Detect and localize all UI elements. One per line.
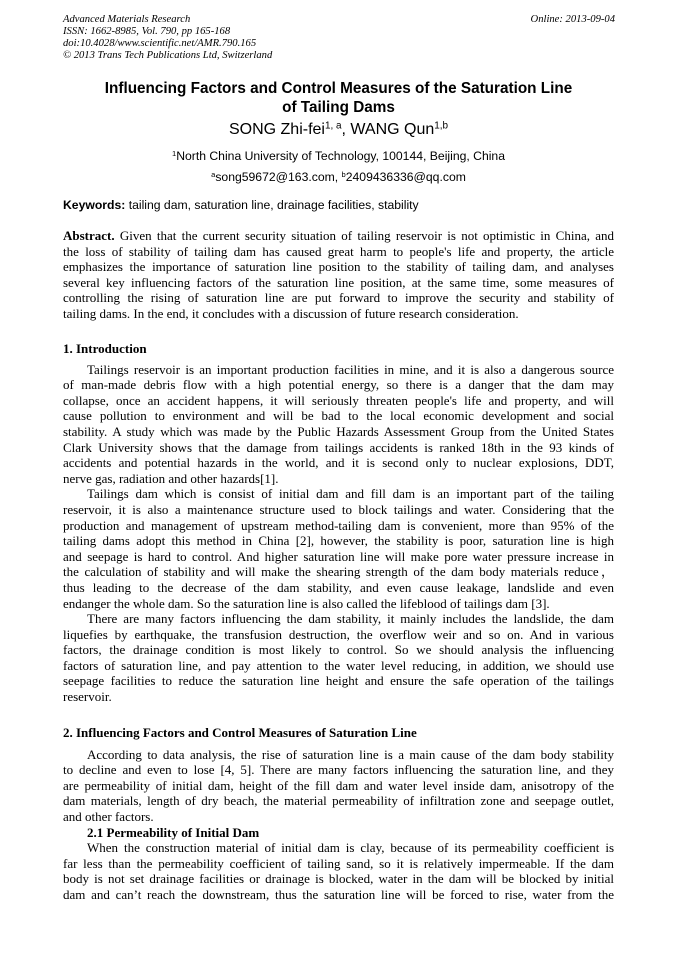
section-influencing-factors [63,725,614,903]
text-line: reservoir, it is also a maintenance structure used to block tailings and water. Considering that the [63,501,614,517]
email-b[interactable]: 2409436336@qq.com [345,170,466,184]
emails [63,170,614,184]
abstract-line: emphasizes the importance of saturation line position to the stability of tailing dam, and analyses [63,259,614,275]
paragraph [63,362,614,487]
abstract-line [63,228,614,244]
text-line: dam materials, length of dry beach, the material permeability of infiltration zone and seepage outlet, [63,793,614,809]
title-line-1: Influencing Factors and Control Measures of the Saturation Line [104,80,573,97]
section-introduction [63,341,614,705]
email-a-sup: a [211,169,216,179]
author-1: SONG Zhi-fei [228,121,325,138]
journal-header [63,14,272,62]
issn: ISSN: 1662-8985, Vol. 790, pp 165-168 [63,26,231,37]
text-line: body is not set drainage facilities or drainage is blocked, water in the dam will be blocked by initial [63,871,614,887]
copyright: © 2013 Trans Tech Publications Ltd, Switzerland [63,50,273,61]
text-line: production and management of upstream method-tailing dam is convenient, more than 95% of the [63,517,614,533]
text-line: liquefies by earthquake, the transfusion destruction, the overflow weir and so on. And in various [63,626,614,642]
text-line: nerve gas, radiation and other hazards[1]. [63,470,279,486]
text-line: accidents and potential hazards in the world, and it is second only to nuclear explosions, DDT, [63,455,614,471]
text-line: thus leading to the decrease of the dam stability, and even cause leakage, landslide and even [63,579,614,595]
text-line: Tailings reservoir is an important production facilities in mine, and it is also a dangerous source [87,361,614,377]
author-2: WANG Qun [350,121,435,138]
text-line: tailing dams adopt this method in China [2], however, the stability is poor, saturation line is high [63,533,614,549]
text-line: far less than the permeability coefficient of tailing sand, so it is relatively impermeable. If the dam [63,855,614,871]
email-a[interactable]: song59672@163.com [215,170,335,184]
paragraph [63,611,614,705]
abstract-line: controlling the rising of saturation line are put forward to improve the security and stability of [63,290,614,306]
online-date: Online: 2013-09-04 [530,14,615,25]
authors [63,121,614,139]
author-1-sup: 1, a [324,120,342,132]
abstract-text: Given that the current security situation of tailing reservoir is not optimistic in China, and [114,228,614,243]
text-line: endanger the whole dam. So the saturation line is also called the lifeblood of tailings dam [3]. [63,595,550,611]
keywords-text: tailing dam, saturation line, drainage facilities, stability [125,198,419,212]
email-b-sup: b [341,169,346,179]
doi: doi:10.4028/www.scientific.net/AMR.790.165 [63,38,257,49]
section-1-heading: 1. Introduction [63,341,147,356]
paragraph [63,840,614,902]
text-line: Tailings dam which is consist of initial dam and fill dam is an important part of the tailing [87,486,614,502]
abstract-line: several key influencing factors of the saturation line position, at the same time, some measures of [63,274,614,290]
text-line: are permeability of initial dam, height of the fill dam and water level inside dam, anisotropy of the [63,777,614,793]
text-line: to decline and even to lose [4, 5]. There are many factors influencing the saturation line, and they [63,762,614,778]
text-line: dam and can’t reach the downstream, thus the saturation line will be forced to rise, water from the [63,886,614,902]
text-line: Clark University shows that the damage from tailings accidents is ranked 18th in the 93 kinds of [63,439,614,455]
text-line: and seepage is hard to control. And higher saturation line will make pore water pressure increase in [63,548,614,564]
abstract-line: the loss of stability of tailing dam has caused great harm to people's life and property, the article [63,243,614,259]
paragraph [63,486,614,611]
subsection-2-1-heading: 2.1 Permeability of Initial Dam [87,824,260,840]
text-line: factors, the drainage condition is most likely to control. So we should analysis the influencing [63,642,614,658]
title-line-2: of Tailing Dams [282,99,395,116]
keywords-label: Keywords: [63,198,126,212]
text-line: and other factors. [63,808,154,824]
abstract-line: tailing dams. In the end, it concludes with a discussion of future research consideration. [63,305,519,321]
author-separator: , [341,121,351,138]
text-line: seepage facilities to reduce the saturation line height and ensure the safe operation of the tailings [63,673,614,689]
affiliation-sup: 1 [171,148,177,158]
abstract [63,228,614,322]
text-line: the calculation of stability and will make the shearing strength of the dam body materials reduce， [63,564,614,580]
email-separator: , [334,170,342,184]
journal-name: Advanced Materials Research [63,14,191,25]
abstract-label: Abstract. [63,228,115,243]
affiliation [63,149,614,163]
author-2-sup: 1,b [434,120,449,132]
paper-title [63,79,614,117]
text-line: reservoir. [63,689,112,705]
text-line: cause pollution to environment and will be bad to the local economic development and social [63,408,614,424]
text-line: stability. A study which was made by the Public Hazards Assessment Group from the United States [63,423,614,439]
text-line: There are many factors influencing the dam stability, it mainly includes the landslide, the dam [87,611,614,627]
text-line: When the construction material of initial dam is clay, because of its permeability coefficient is [87,840,614,856]
text-line: factors of saturation line, and pay attention to the water level reducing, in addition, we should use [63,657,614,673]
affiliation-text: North China University of Technology, 100144, Beijing, China [176,149,505,163]
text-line: According to data analysis, the rise of saturation line is a main cause of the dam body stability [87,746,614,762]
section-2-heading: 2. Influencing Factors and Control Measures of Saturation Line [63,725,417,740]
text-line: collapse, once an accident happens, it will seriously threaten people's life and property, and will [63,392,614,408]
text-line: of man-made debris flow with a high potential energy, so there is a danger that the dam may [63,377,614,393]
keywords [63,198,419,212]
paragraph [63,747,614,825]
